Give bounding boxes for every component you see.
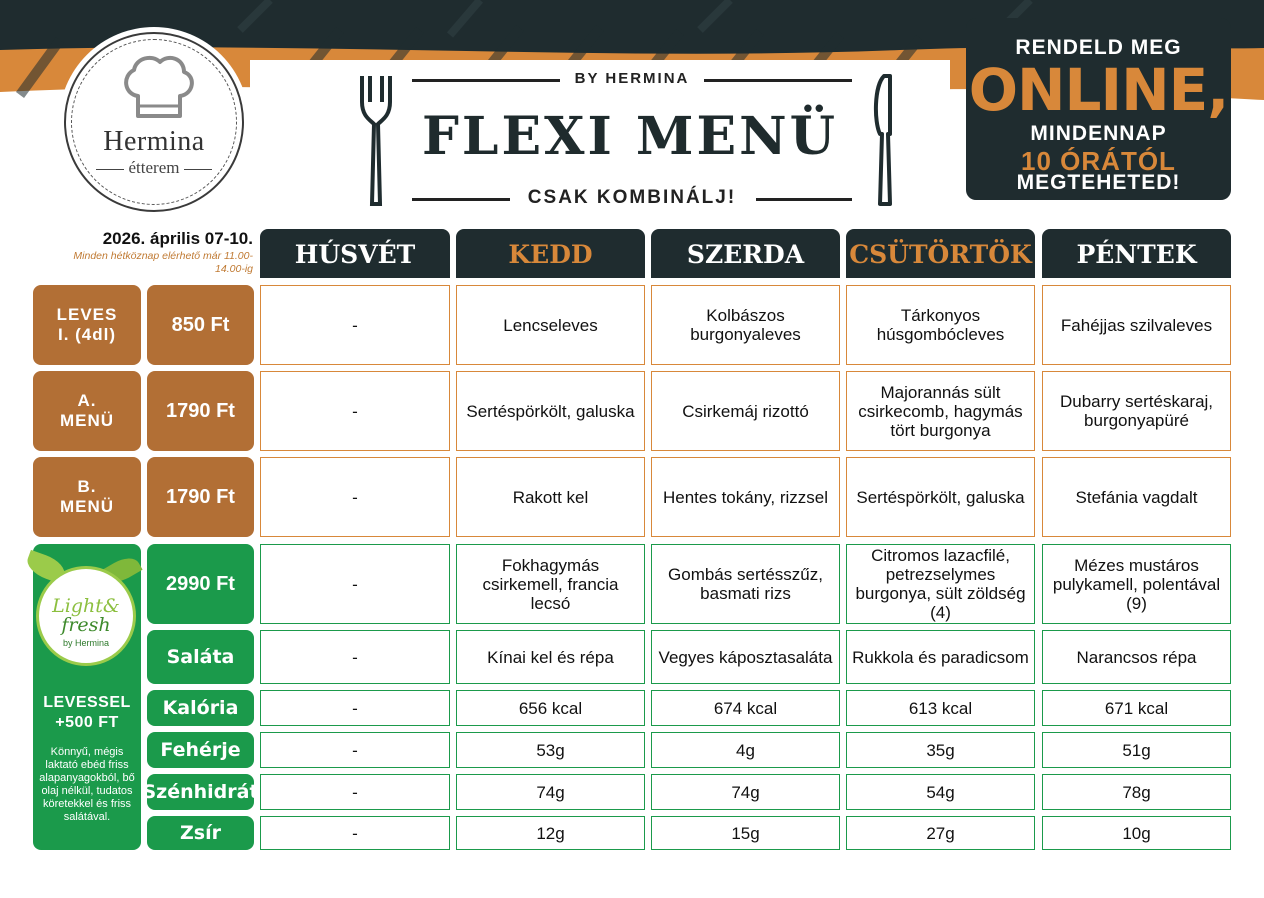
detail-cell-protein-csutortok: 35g <box>846 732 1035 768</box>
category-menu-b: B. MENÜ <box>33 457 141 537</box>
detail-cell-carbs-kedd: 74g <box>456 774 645 810</box>
detail-cell-protein-pentek: 51g <box>1042 732 1231 768</box>
light-fresh-badge-line3: by Hermina <box>62 638 109 648</box>
detail-cell-calories-husvet: - <box>260 690 450 726</box>
detail-cell-fat-husvet: - <box>260 816 450 850</box>
menu-cell-lf-szerda: Gombás sertésszűz, basmati rizs <box>651 544 840 624</box>
menu-cell-b-husvet: - <box>260 457 450 537</box>
detail-cell-fat-pentek: 10g <box>1042 816 1231 850</box>
promo-line-3: MINDENNAP <box>1030 122 1167 145</box>
menu-cell-b-pentek: Stefánia vagdalt <box>1042 457 1231 537</box>
detail-cell-protein-husvet: - <box>260 732 450 768</box>
detail-cell-fat-szerda: 15g <box>651 816 840 850</box>
availability-note: Minden hétköznap elérhető már 11.00-14.00-ig <box>73 250 253 275</box>
detail-cell-carbs-szerda: 74g <box>651 774 840 810</box>
day-header-szerda: SZERDA <box>651 229 840 278</box>
menu-cell-a-csutortok: Majorannás sült csirkecomb, hagymás tört burgonya <box>846 371 1035 451</box>
detail-cell-salad-pentek: Narancsos répa <box>1042 630 1231 684</box>
menu-title: FLEXI MENÜ <box>422 106 838 167</box>
knife-icon <box>870 72 900 208</box>
light-fresh-badge <box>26 556 146 676</box>
tagline: CSAK KOMBINÁLJ! <box>527 187 737 208</box>
by-line: BY HERMINA <box>574 70 690 87</box>
menu-date-range: 2026. április 07-10. <box>102 229 253 248</box>
promo-line-5: MEGTEHETED! <box>1016 171 1181 194</box>
price-soup: 850 Ft <box>147 285 254 365</box>
detail-cell-salad-szerda: Vegyes káposztasaláta <box>651 630 840 684</box>
price-light-fresh: 2990 Ft <box>147 544 254 624</box>
menu-cell-soup-husvet: - <box>260 285 450 365</box>
light-fresh-soup-extra: LEVESSEL +500 FT <box>43 694 131 731</box>
light-fresh-badge-line1: Light& <box>52 595 120 617</box>
menu-cell-a-pentek: Dubarry sertéskaraj, burgonyapüré <box>1042 371 1231 451</box>
price-menu-a: 1790 Ft <box>147 371 254 451</box>
detail-cell-calories-csutortok: 613 kcal <box>846 690 1035 726</box>
detail-cell-salad-husvet: - <box>260 630 450 684</box>
detail-cell-salad-csutortok: Rukkola és paradicsom <box>846 630 1035 684</box>
category-soup: LEVES I. (4dl) <box>33 285 141 365</box>
detail-cell-protein-szerda: 4g <box>651 732 840 768</box>
promo-line-4: 10 ÓRÁTÓL <box>1021 146 1176 176</box>
brand-name: Hermina <box>103 126 205 157</box>
category-menu-a: A. MENÜ <box>33 371 141 451</box>
title-rule-right-bottom <box>756 198 852 201</box>
detail-cell-calories-kedd: 656 kcal <box>456 690 645 726</box>
light-fresh-description: Könnyű, mégis laktató ebéd friss alapanyagokból, bő olaj nélkül, tudatos köretekkel és friss salátával. <box>39 746 135 823</box>
detail-label-calories: Kalória <box>147 690 254 726</box>
detail-cell-calories-pentek: 671 kcal <box>1042 690 1231 726</box>
chef-hat-icon <box>118 54 198 124</box>
promo-line-2: ONLINE, <box>968 56 1229 124</box>
menu-cell-a-kedd: Sertéspörkölt, galuska <box>456 371 645 451</box>
detail-cell-fat-csutortok: 27g <box>846 816 1035 850</box>
menu-cell-lf-pentek: Mézes mustáros pulykamell, polentával (9) <box>1042 544 1231 624</box>
menu-cell-soup-pentek: Fahéjjas szilvaleves <box>1042 285 1231 365</box>
brand-subtitle: étterem <box>66 158 242 178</box>
day-header-pentek: PÉNTEK <box>1042 229 1231 278</box>
menu-cell-soup-csutortok: Tárkonyos húsgombócleves <box>846 285 1035 365</box>
menu-cell-lf-kedd: Fokhagymás csirkemell, francia lecsó <box>456 544 645 624</box>
title-rule-right-top <box>704 79 852 82</box>
fork-icon <box>356 72 396 208</box>
menu-cell-lf-husvet: - <box>260 544 450 624</box>
light-fresh-badge-line2: fresh <box>61 614 111 636</box>
day-header-husvet: HÚSVÉT <box>260 229 450 278</box>
price-menu-b: 1790 Ft <box>147 457 254 537</box>
detail-cell-carbs-csutortok: 54g <box>846 774 1035 810</box>
menu-cell-b-kedd: Rakott kel <box>456 457 645 537</box>
detail-label-fat: Zsír <box>147 816 254 850</box>
menu-cell-b-csutortok: Sertéspörkölt, galuska <box>846 457 1035 537</box>
day-header-csutortok: CSÜTÖRTÖK <box>846 229 1035 278</box>
detail-label-protein: Fehérje <box>147 732 254 768</box>
detail-cell-salad-kedd: Kínai kel és répa <box>456 630 645 684</box>
menu-cell-soup-kedd: Lencseleves <box>456 285 645 365</box>
detail-label-carbs: Szénhidrát <box>147 774 254 810</box>
menu-cell-a-husvet: - <box>260 371 450 451</box>
restaurant-logo <box>64 32 244 212</box>
menu-cell-lf-csutortok: Citromos lazacfilé, petrezselymes burgonya, sült zöldség (4) <box>846 544 1035 624</box>
detail-cell-protein-kedd: 53g <box>456 732 645 768</box>
detail-cell-carbs-pentek: 78g <box>1042 774 1231 810</box>
detail-cell-fat-kedd: 12g <box>456 816 645 850</box>
promo-line-1: RENDELD MEG <box>1015 36 1182 59</box>
detail-cell-carbs-husvet: - <box>260 774 450 810</box>
menu-cell-b-szerda: Hentes tokány, rizzsel <box>651 457 840 537</box>
detail-cell-calories-szerda: 674 kcal <box>651 690 840 726</box>
menu-cell-a-szerda: Csirkemáj rizottó <box>651 371 840 451</box>
day-header-kedd: KEDD <box>456 229 645 278</box>
online-order-promo <box>966 18 1231 200</box>
detail-label-salad: Saláta <box>147 630 254 684</box>
menu-cell-soup-szerda: Kolbászos burgonyaleves <box>651 285 840 365</box>
